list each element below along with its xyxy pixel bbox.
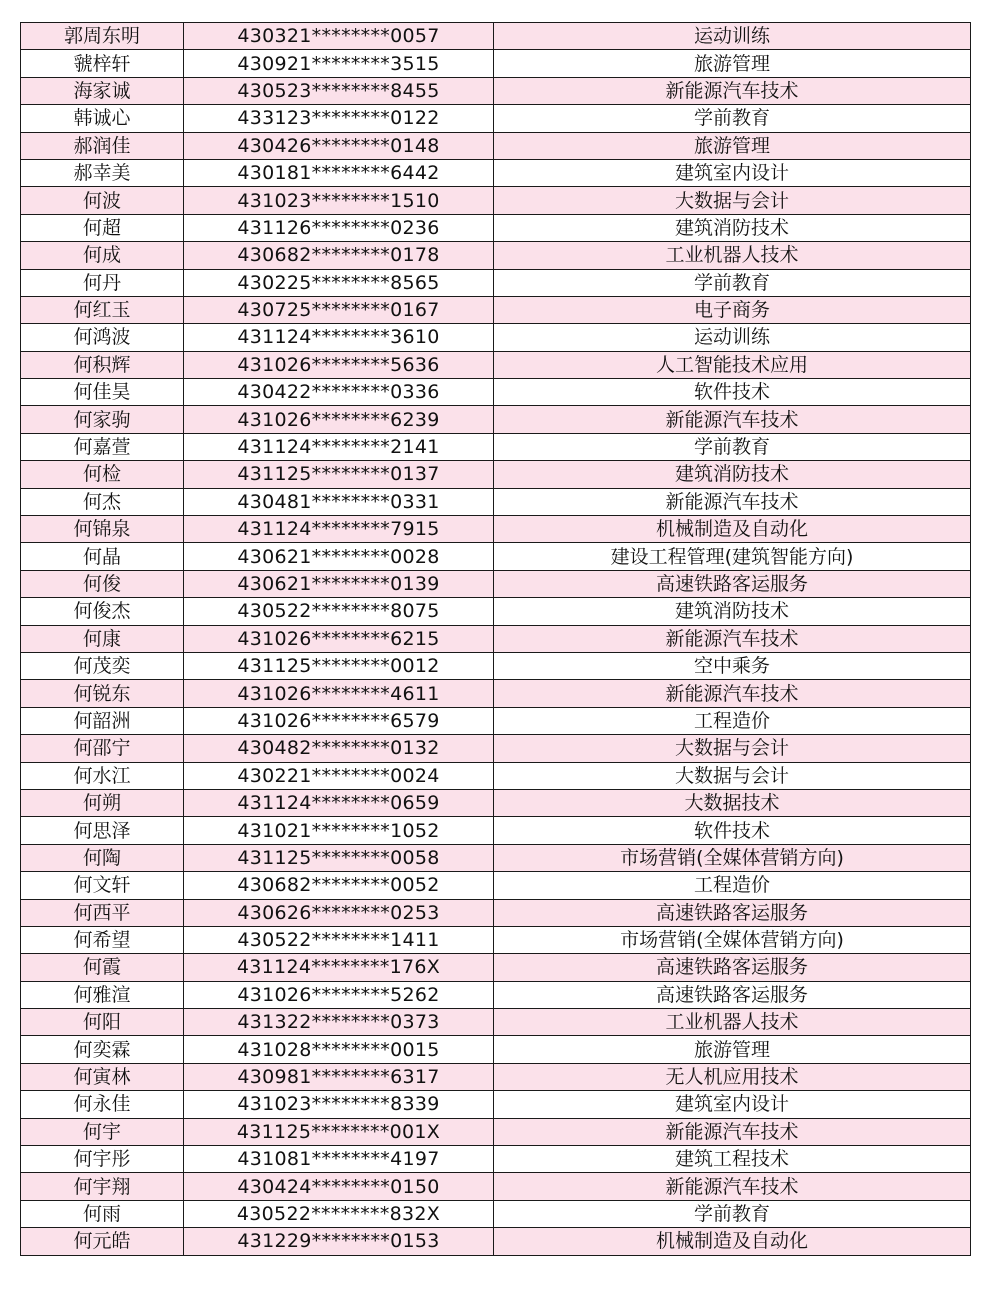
table-row: [21, 789, 971, 816]
major-cell: 软件技术: [494, 379, 971, 406]
roster-sheet: [20, 22, 970, 1255]
student-name-cell: 郝幸美: [21, 159, 184, 186]
id-number-cell: 430725********0167: [184, 296, 494, 323]
id-number-cell: 431026********4611: [184, 680, 494, 707]
table-row: [21, 926, 971, 953]
roster-body: [21, 23, 971, 1256]
table-row: [21, 50, 971, 77]
table-row: [21, 652, 971, 679]
major-cell: 大数据与会计: [494, 762, 971, 789]
major-cell: 高速铁路客运服务: [494, 981, 971, 1008]
student-name-cell: 何宇: [21, 1118, 184, 1145]
id-number-cell: 431229********0153: [184, 1228, 494, 1255]
student-name-cell: 何嘉萱: [21, 433, 184, 460]
id-number-cell: 431124********176X: [184, 954, 494, 981]
student-name-cell: 何宇翔: [21, 1173, 184, 1200]
student-name-cell: 何霞: [21, 954, 184, 981]
id-number-cell: 430225********8565: [184, 269, 494, 296]
student-name-cell: 何杰: [21, 488, 184, 515]
table-row: [21, 899, 971, 926]
id-number-cell: 431028********0015: [184, 1036, 494, 1063]
major-cell: 建筑室内设计: [494, 159, 971, 186]
major-cell: 高速铁路客运服务: [494, 899, 971, 926]
table-row: [21, 762, 971, 789]
major-cell: 新能源汽车技术: [494, 1173, 971, 1200]
id-number-cell: 430481********0331: [184, 488, 494, 515]
table-row: [21, 1063, 971, 1090]
student-name-cell: 韩诚心: [21, 105, 184, 132]
major-cell: 新能源汽车技术: [494, 488, 971, 515]
major-cell: 运动训练: [494, 324, 971, 351]
major-cell: 建设工程管理(建筑智能方向): [494, 543, 971, 570]
table-row: [21, 406, 971, 433]
major-cell: 学前教育: [494, 1200, 971, 1227]
student-name-cell: 何俊杰: [21, 598, 184, 625]
table-row: [21, 242, 971, 269]
id-number-cell: 430921********3515: [184, 50, 494, 77]
major-cell: 机械制造及自动化: [494, 1228, 971, 1255]
id-number-cell: 430482********0132: [184, 735, 494, 762]
id-number-cell: 431023********8339: [184, 1091, 494, 1118]
student-name-cell: 何锦泉: [21, 516, 184, 543]
major-cell: 工程造价: [494, 707, 971, 734]
major-cell: 工业机器人技术: [494, 242, 971, 269]
id-number-cell: 430522********1411: [184, 926, 494, 953]
student-name-cell: 何鸿波: [21, 324, 184, 351]
table-row: [21, 296, 971, 323]
major-cell: 机械制造及自动化: [494, 516, 971, 543]
student-name-cell: 何元皓: [21, 1228, 184, 1255]
id-number-cell: 430682********0052: [184, 872, 494, 899]
id-number-cell: 431023********1510: [184, 187, 494, 214]
table-row: [21, 214, 971, 241]
table-row: [21, 1173, 971, 1200]
student-name-cell: 何波: [21, 187, 184, 214]
student-name-cell: 何寅林: [21, 1063, 184, 1090]
table-row: [21, 269, 971, 296]
student-name-cell: 何锐东: [21, 680, 184, 707]
major-cell: 市场营销(全媒体营销方向): [494, 926, 971, 953]
major-cell: 市场营销(全媒体营销方向): [494, 844, 971, 871]
id-number-cell: 431124********3610: [184, 324, 494, 351]
table-row: [21, 1146, 971, 1173]
student-roster-table: [20, 22, 971, 1256]
table-row: [21, 187, 971, 214]
major-cell: 旅游管理: [494, 132, 971, 159]
id-number-cell: 430682********0178: [184, 242, 494, 269]
id-number-cell: 431125********0012: [184, 652, 494, 679]
major-cell: 人工智能技术应用: [494, 351, 971, 378]
major-cell: 学前教育: [494, 269, 971, 296]
table-row: [21, 351, 971, 378]
major-cell: 工业机器人技术: [494, 1009, 971, 1036]
student-name-cell: 何水江: [21, 762, 184, 789]
student-name-cell: 何思泽: [21, 817, 184, 844]
student-name-cell: 虢梓轩: [21, 50, 184, 77]
table-row: [21, 598, 971, 625]
major-cell: 新能源汽车技术: [494, 1118, 971, 1145]
id-number-cell: 431125********0058: [184, 844, 494, 871]
student-name-cell: 何韶洲: [21, 707, 184, 734]
student-name-cell: 何永佳: [21, 1091, 184, 1118]
table-row: [21, 1118, 971, 1145]
table-row: [21, 1091, 971, 1118]
major-cell: 高速铁路客运服务: [494, 570, 971, 597]
student-name-cell: 何西平: [21, 899, 184, 926]
major-cell: 建筑工程技术: [494, 1146, 971, 1173]
id-number-cell: 430422********0336: [184, 379, 494, 406]
student-name-cell: 何奕霖: [21, 1036, 184, 1063]
table-row: [21, 707, 971, 734]
id-number-cell: 430321********0057: [184, 23, 494, 50]
id-number-cell: 431026********6215: [184, 625, 494, 652]
id-number-cell: 431124********2141: [184, 433, 494, 460]
table-row: [21, 324, 971, 351]
major-cell: 工程造价: [494, 872, 971, 899]
table-row: [21, 981, 971, 1008]
student-name-cell: 何检: [21, 461, 184, 488]
id-number-cell: 430221********0024: [184, 762, 494, 789]
table-row: [21, 1228, 971, 1255]
id-number-cell: 431026********5636: [184, 351, 494, 378]
student-name-cell: 何茂奕: [21, 652, 184, 679]
student-name-cell: 何陶: [21, 844, 184, 871]
student-name-cell: 何家驹: [21, 406, 184, 433]
table-row: [21, 872, 971, 899]
major-cell: 建筑室内设计: [494, 1091, 971, 1118]
id-number-cell: 431021********1052: [184, 817, 494, 844]
major-cell: 新能源汽车技术: [494, 77, 971, 104]
major-cell: 大数据技术: [494, 789, 971, 816]
table-row: [21, 543, 971, 570]
id-number-cell: 430621********0139: [184, 570, 494, 597]
student-name-cell: 何成: [21, 242, 184, 269]
major-cell: 空中乘务: [494, 652, 971, 679]
student-name-cell: 郭周东明: [21, 23, 184, 50]
major-cell: 高速铁路客运服务: [494, 954, 971, 981]
student-name-cell: 何积辉: [21, 351, 184, 378]
id-number-cell: 431125********001X: [184, 1118, 494, 1145]
student-name-cell: 何阳: [21, 1009, 184, 1036]
major-cell: 电子商务: [494, 296, 971, 323]
student-name-cell: 何丹: [21, 269, 184, 296]
id-number-cell: 431124********0659: [184, 789, 494, 816]
id-number-cell: 430426********0148: [184, 132, 494, 159]
table-row: [21, 817, 971, 844]
student-name-cell: 何宇彤: [21, 1146, 184, 1173]
major-cell: 无人机应用技术: [494, 1063, 971, 1090]
id-number-cell: 431124********7915: [184, 516, 494, 543]
major-cell: 新能源汽车技术: [494, 406, 971, 433]
student-name-cell: 何雨: [21, 1200, 184, 1227]
major-cell: 建筑消防技术: [494, 214, 971, 241]
id-number-cell: 430981********6317: [184, 1063, 494, 1090]
id-number-cell: 430522********8075: [184, 598, 494, 625]
student-name-cell: 何晶: [21, 543, 184, 570]
major-cell: 大数据与会计: [494, 735, 971, 762]
table-row: [21, 844, 971, 871]
table-row: [21, 159, 971, 186]
table-row: [21, 461, 971, 488]
major-cell: 大数据与会计: [494, 187, 971, 214]
student-name-cell: 何俊: [21, 570, 184, 597]
id-number-cell: 431081********4197: [184, 1146, 494, 1173]
student-name-cell: 何雅渲: [21, 981, 184, 1008]
table-row: [21, 1036, 971, 1063]
major-cell: 学前教育: [494, 433, 971, 460]
id-number-cell: 430522********832X: [184, 1200, 494, 1227]
major-cell: 软件技术: [494, 817, 971, 844]
major-cell: 旅游管理: [494, 1036, 971, 1063]
student-name-cell: 海家诚: [21, 77, 184, 104]
table-row: [21, 105, 971, 132]
student-name-cell: 何文轩: [21, 872, 184, 899]
id-number-cell: 431126********0236: [184, 214, 494, 241]
id-number-cell: 431026********6579: [184, 707, 494, 734]
table-row: [21, 379, 971, 406]
student-name-cell: 何超: [21, 214, 184, 241]
table-row: [21, 433, 971, 460]
table-row: [21, 735, 971, 762]
major-cell: 学前教育: [494, 105, 971, 132]
table-row: [21, 488, 971, 515]
major-cell: 建筑消防技术: [494, 598, 971, 625]
major-cell: 运动训练: [494, 23, 971, 50]
table-row: [21, 77, 971, 104]
table-row: [21, 1009, 971, 1036]
id-number-cell: 431026********5262: [184, 981, 494, 1008]
id-number-cell: 430626********0253: [184, 899, 494, 926]
table-row: [21, 625, 971, 652]
table-row: [21, 680, 971, 707]
table-row: [21, 1200, 971, 1227]
id-number-cell: 431125********0137: [184, 461, 494, 488]
id-number-cell: 430181********6442: [184, 159, 494, 186]
student-name-cell: 何希望: [21, 926, 184, 953]
table-row: [21, 132, 971, 159]
id-number-cell: 433123********0122: [184, 105, 494, 132]
table-row: [21, 516, 971, 543]
id-number-cell: 430523********8455: [184, 77, 494, 104]
id-number-cell: 430424********0150: [184, 1173, 494, 1200]
student-name-cell: 何红玉: [21, 296, 184, 323]
major-cell: 新能源汽车技术: [494, 680, 971, 707]
student-name-cell: 何康: [21, 625, 184, 652]
major-cell: 建筑消防技术: [494, 461, 971, 488]
id-number-cell: 430621********0028: [184, 543, 494, 570]
table-row: [21, 954, 971, 981]
major-cell: 新能源汽车技术: [494, 625, 971, 652]
id-number-cell: 431322********0373: [184, 1009, 494, 1036]
student-name-cell: 何邵宁: [21, 735, 184, 762]
student-name-cell: 何佳昊: [21, 379, 184, 406]
table-row: [21, 570, 971, 597]
id-number-cell: 431026********6239: [184, 406, 494, 433]
table-row: [21, 23, 971, 50]
student-name-cell: 郝润佳: [21, 132, 184, 159]
major-cell: 旅游管理: [494, 50, 971, 77]
student-name-cell: 何朔: [21, 789, 184, 816]
